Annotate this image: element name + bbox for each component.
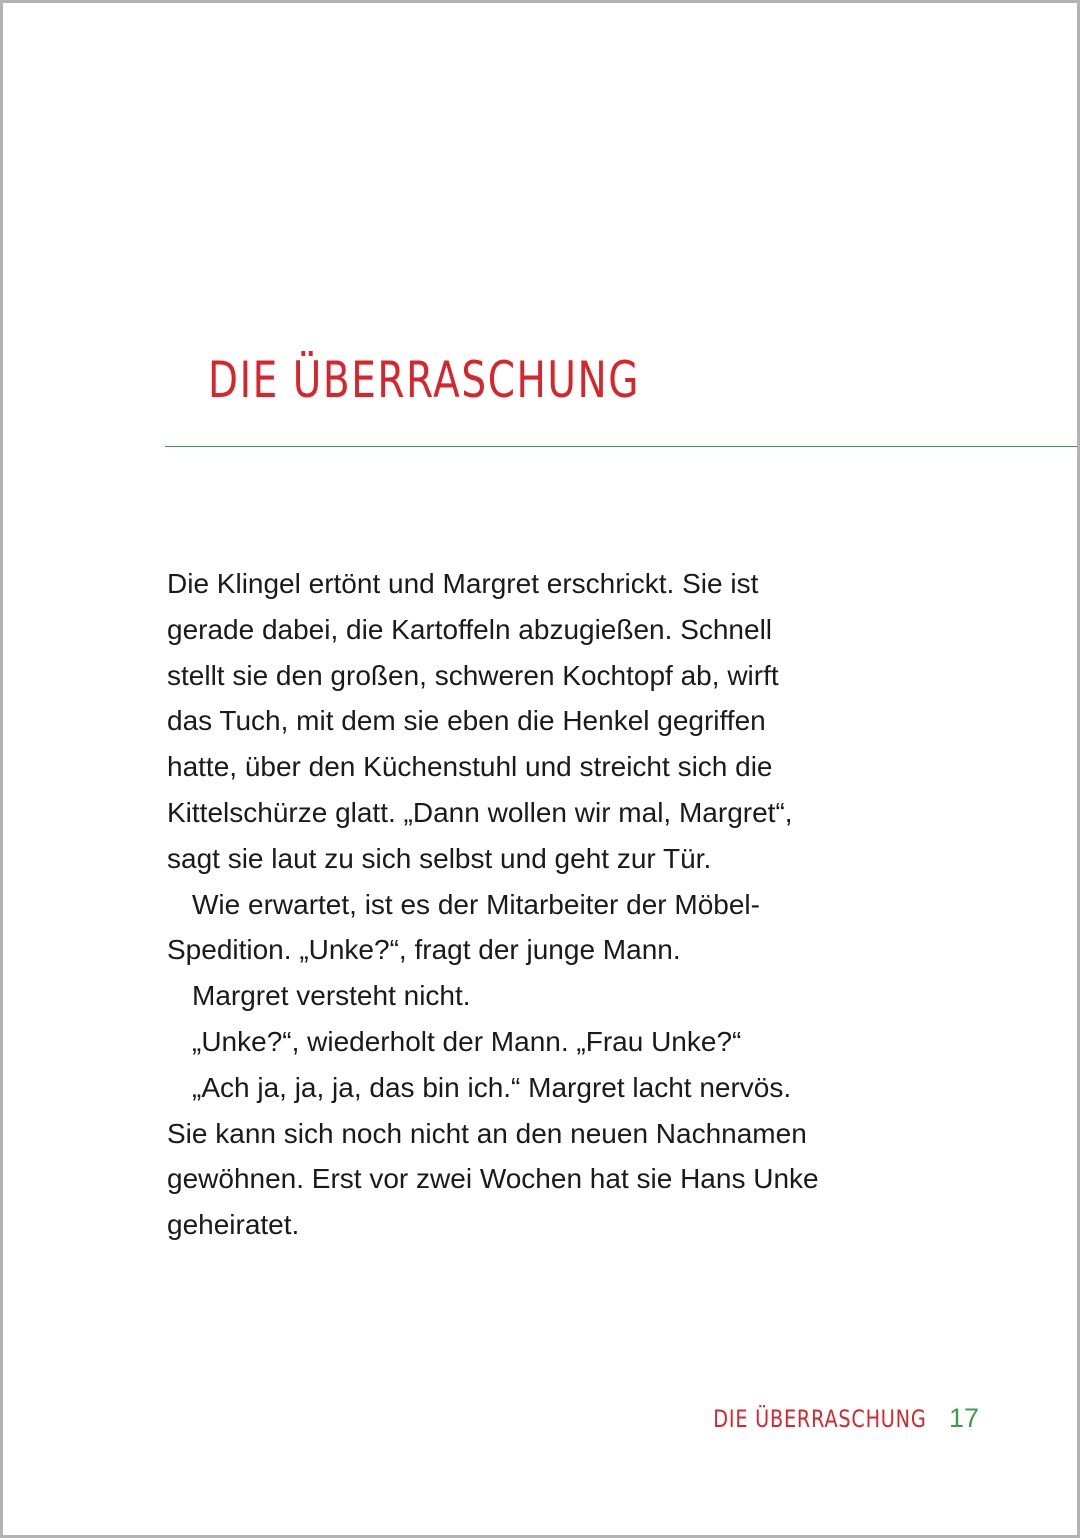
text-line-indented: „Unke?“, wiederholt der Mann. „Frau Unke?“ xyxy=(192,1025,742,1057)
text-line: gerade dabei, die Kartoffeln abzugießen. Schnell xyxy=(167,613,773,645)
page-footer xyxy=(660,1405,979,1432)
text-line: Die Klingel ertönt und Margret erschrickt. Sie ist xyxy=(167,568,759,599)
chapter-title: DIE ÜBERRASCHUNG xyxy=(208,351,641,409)
chapter-body xyxy=(167,561,927,1248)
title-divider xyxy=(165,446,1077,447)
text-line-indented: Margret versteht nicht. xyxy=(192,980,471,1012)
text-line: geheiratet. xyxy=(167,1209,300,1241)
text-line-indented: „Ach ja, ja, ja, das bin ich.“ Margret lacht nervös. xyxy=(192,1071,792,1103)
text-line: Sie kann sich noch nicht an den neuen Nachnamen xyxy=(167,1117,807,1149)
text-line: das Tuch, mit dem sie eben die Henkel gegriffen xyxy=(167,705,766,737)
text-line: hatte, über den Küchenstuhl und streicht sich die xyxy=(167,751,773,783)
running-title: DIE ÜBERRASCHUNG xyxy=(713,1404,927,1433)
text-line: sagt sie laut zu sich selbst und geht zur Tür. xyxy=(167,842,712,874)
text-line: gewöhnen. Erst vor zwei Wochen hat sie Hans Unke xyxy=(167,1163,819,1195)
text-line: Kittelschürze glatt. „Dann wollen wir mal, Margret“, xyxy=(167,796,793,828)
text-line: Spedition. „Unke?“, fragt der junge Mann. xyxy=(167,934,681,966)
page-number: 17 xyxy=(948,1403,979,1433)
text-line: stellt sie den großen, schweren Kochtopf ab, wirft xyxy=(167,659,779,691)
text-line-indented: Wie erwartet, ist es der Mitarbeiter der Möbel- xyxy=(192,888,760,920)
